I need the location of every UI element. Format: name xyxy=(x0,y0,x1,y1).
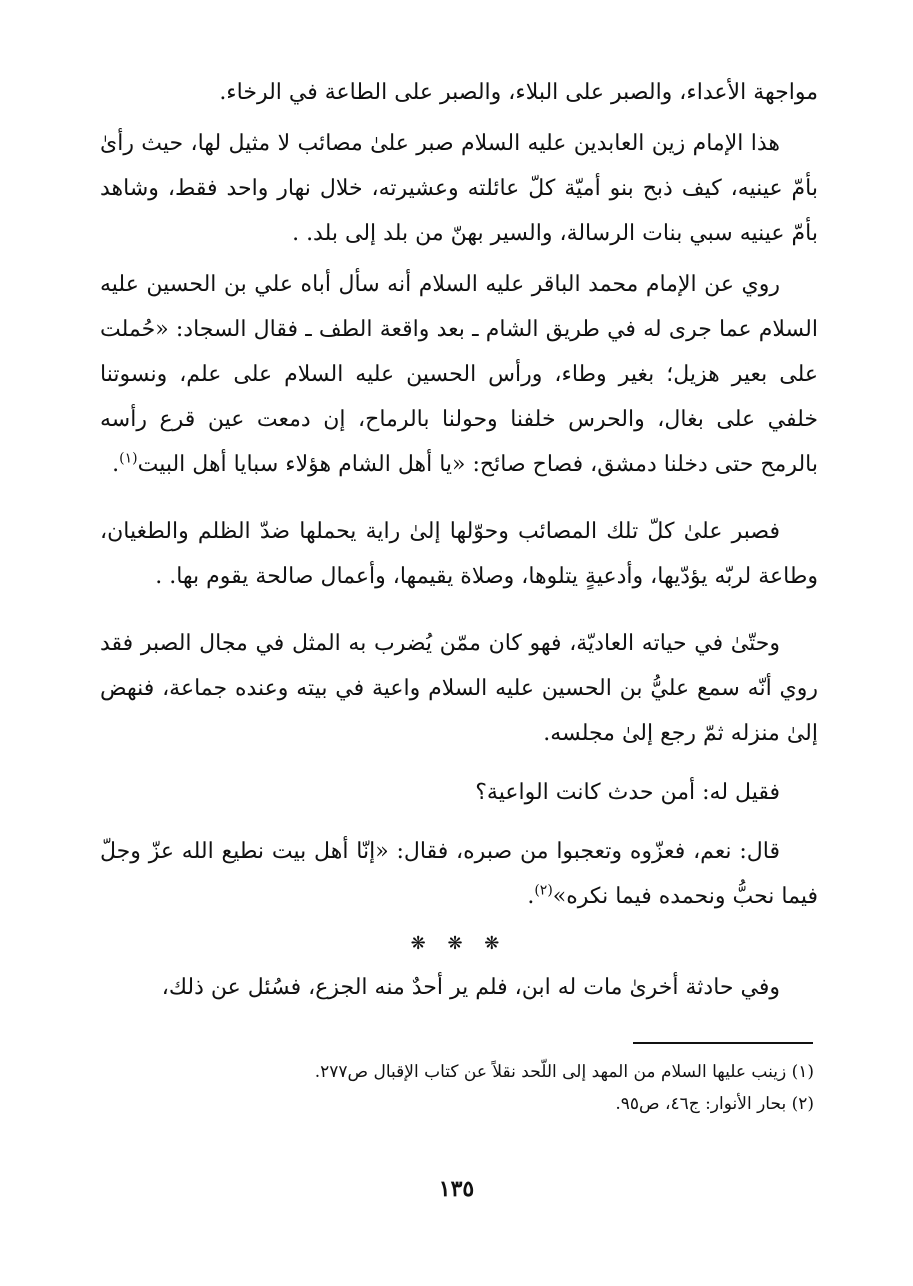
paragraph-7-text: قال: نعم، فعزّوه وتعجبوا من صبره، فقال: «إنّا أهل بيت نطيع الله عزّ وجلّ فيما نحبُّ ونحمده فيما نكره» xyxy=(100,839,818,909)
paragraph-1: مواجهة الأعداء، والصبر على البلاء، والصبر على الطاعة في الرخاء. xyxy=(219,80,818,105)
paragraph-8: وفي حادثة أخرىٰ مات له ابن، فلم ير أحدٌ منه الجزع، فسُئل عن ذلك، xyxy=(161,975,780,1000)
footnote-ref-2[interactable]: (٢) xyxy=(534,882,553,899)
paragraph-6: فقيل له: أمن حدث كانت الواعية؟ xyxy=(475,780,780,805)
section-separator: ❋ ❋ ❋ xyxy=(410,933,508,954)
footnote-ref-1[interactable]: (١) xyxy=(119,450,138,467)
paragraph-2: هذا الإمام زين العابدين عليه السلام صبر علىٰ مصائب لا مثيل لها، حيث رأىٰ بأمّ عينيه، كيف ذبح بنو أميّة كلّ عائلته وعشيرته، خلال نهار واحد فقط، وشاهد بأمّ عينيه سبي بنات الرسالة، والسير بهنّ من بلد إلى بلد. . xyxy=(100,131,818,246)
footnote-divider xyxy=(633,1042,813,1044)
paragraph-3-text: روي عن الإمام محمد الباقر عليه السلام أنه سأل أباه علي بن الحسين عليه السلام عما جرى له في طريق الشام ـ بعد واقعة الطف ـ فقال السجاد: «حُملت على بعير هزيل؛ بغير وطاء، ورأس الحسين عليه السلام على علم، ونسوتنا خلفي على بغال، والحرس خلفنا وحولنا بالرماح، إن دمعت عين قرع رأسه بالرمح حتى دخلنا دمشق، فصاح صائح: «يا أهل الشام هؤلاء سبايا أهل البيت xyxy=(100,272,818,477)
paragraph-3 xyxy=(100,262,818,487)
paragraph-4: فصبر علىٰ كلّ تلك المصائب وحوّلها إلىٰ راية يحملها ضدّ الظلم والطغيان، وطاعة لربّه يؤدّيها، وأدعيةٍ يتلوها، وصلاة يقيمها، وأعمال صالحة يقوم بها. . xyxy=(100,519,818,589)
footnote-1: (١) زينب عليها السلام من المهد إلى اللّحد نقلاً عن كتاب الإقبال ص٢٧٧. xyxy=(314,1062,814,1082)
footnote-2: (٢) بحار الأنوار: ج٤٦، ص٩٥. xyxy=(615,1094,814,1114)
paragraph-7-end: . xyxy=(527,884,535,909)
footnotes xyxy=(100,1056,818,1120)
paragraph-5: وحتّىٰ في حياته العاديّة، فهو كان ممّن يُضرب به المثل في مجال الصبر فقد روي أنّه سمع عليُّ بن الحسين عليه السلام واعية في بيته وعنده جماعة، فنهض إلىٰ منزله ثمّ رجع إلىٰ مجلسه. xyxy=(100,631,818,746)
page-body xyxy=(100,70,818,1010)
page-number: ١٣٥ xyxy=(438,1176,475,1202)
paragraph-7 xyxy=(100,829,818,919)
paragraph-3-end: . xyxy=(112,452,120,477)
